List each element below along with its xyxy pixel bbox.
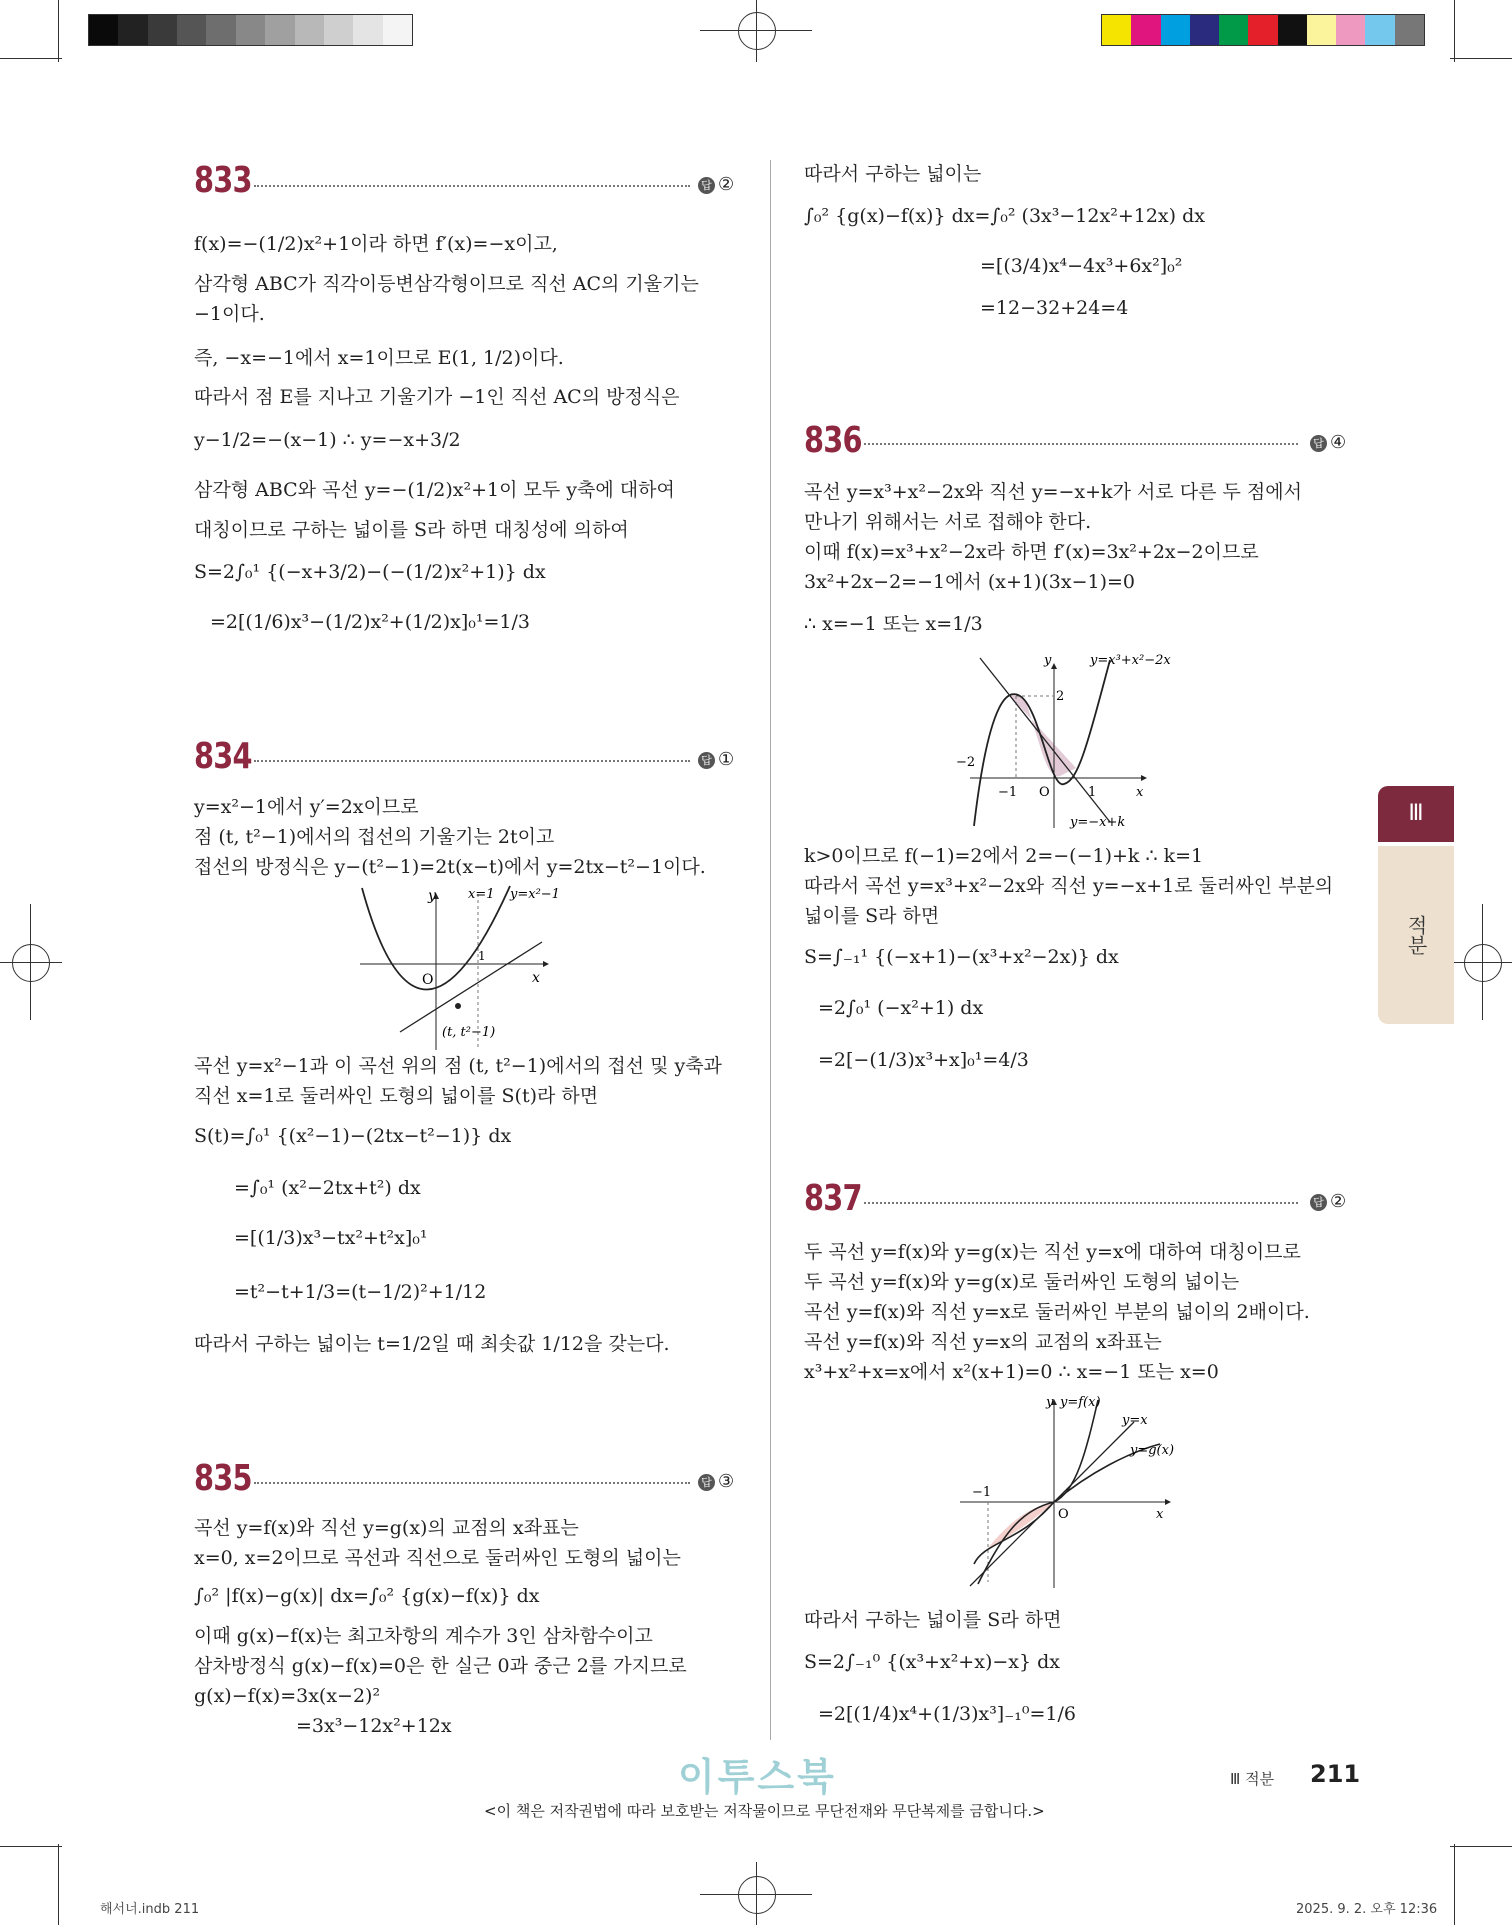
origin-label: O <box>422 972 434 988</box>
solution-line: =2[−(1/3)x³+x]₀¹=4/3 <box>818 1049 1029 1071</box>
solution-line: 즉, −x=−1에서 x=1이므로 E(1, 1/2)이다. <box>194 347 564 369</box>
solution-line: 대칭이므로 구하는 넓이를 S라 하면 대칭성에 의하여 <box>194 519 629 541</box>
answer-badge: 답 ② <box>1310 1191 1346 1212</box>
solution-line: S=∫₋₁¹ {(−x+1)−(x³+x²−2x)} dx <box>804 946 1119 968</box>
solution-line: 따라서 구하는 넓이를 S라 하면 <box>804 1609 1062 1631</box>
curve-label: y=f(x) <box>1060 1395 1101 1410</box>
curve-label: y=x²−1 <box>510 887 560 902</box>
axis-label-x: x <box>1136 785 1144 800</box>
curve-label: y=x³+x²−2x <box>1090 653 1171 668</box>
solution-line: 삼차방정식 g(x)−f(x)=0은 한 실근 0과 중근 2를 가지므로 <box>194 1655 687 1677</box>
graph-837 <box>950 1392 1190 1592</box>
solution-line: =3x³−12x²+12x <box>296 1715 452 1737</box>
solution-line: y=x²−1에서 y′=2x이므로 <box>194 796 419 818</box>
curve-label: y=g(x) <box>1130 1443 1175 1458</box>
axis-label-y: y <box>1044 653 1052 668</box>
solution-line: =2[(1/4)x⁴+(1/3)x³]₋₁⁰=1/6 <box>818 1703 1076 1725</box>
solution-line: =2∫₀¹ (−x²+1) dx <box>818 997 984 1019</box>
solution-line: 3x²+2x−2=−1에서 (x+1)(3x−1)=0 <box>804 571 1136 593</box>
solution-line: 만나기 위해서는 서로 접해야 한다. <box>804 511 1092 533</box>
solution-line: 곡선 y=x²−1과 이 곡선 위의 점 (t, t²−1)에서의 접선 및 y축과 <box>194 1055 722 1077</box>
solution-line: y−1/2=−(x−1) ∴ y=−x+3/2 <box>194 429 461 451</box>
dotted-leader <box>864 443 1298 445</box>
solution-line: 곡선 y=f(x)와 직선 y=x의 교점의 x좌표는 <box>804 1331 1162 1353</box>
chapter-tab-label: 적분 <box>1378 846 1454 1024</box>
solution-line: S=2∫₋₁⁰ {(x³+x²+x)−x} dx <box>804 1651 1060 1673</box>
chapter-tab-roman: Ⅲ <box>1378 786 1454 842</box>
problem-number: 834 <box>194 736 252 777</box>
solution-line: 두 곡선 y=f(x)와 y=g(x)는 직선 y=x에 대하여 대칭이므로 <box>804 1241 1301 1263</box>
solution-line: 점 (t, t²−1)에서의 접선의 기울기는 2t이고 <box>194 826 555 848</box>
solution-line: ∫₀² {g(x)−f(x)} dx=∫₀² (3x³−12x²+12x) dx <box>804 205 1205 227</box>
solution-line: 삼각형 ABC와 곡선 y=−(1/2)x²+1이 모두 y축에 대하여 <box>194 479 675 501</box>
tick-label: −1 <box>998 785 1018 800</box>
line-label: x=1 <box>468 887 495 902</box>
axis-label-x: x <box>532 970 540 986</box>
solution-line: g(x)−f(x)=3x(x−2)² <box>194 1685 381 1707</box>
axis-label-x: x <box>1156 1507 1164 1522</box>
answer-badge: 답 ③ <box>698 1471 734 1492</box>
page-section: Ⅲ 적분 <box>1230 1770 1275 1788</box>
point-label: (t, t²−1) <box>442 1025 496 1040</box>
print-timestamp: 2025. 9. 2. 오후 12:36 <box>1296 1902 1438 1917</box>
solution-line: 곡선 y=f(x)와 직선 y=x로 둘러싸인 부분의 넓이의 2배이다. <box>804 1301 1310 1323</box>
line-label: y=x <box>1122 1413 1148 1428</box>
origin-label: O <box>1058 1507 1069 1522</box>
solution-line: 직선 x=1로 둘러싸인 도형의 넓이를 S(t)라 하면 <box>194 1085 599 1107</box>
solution-line: =2[(1/6)x³−(1/2)x²+(1/2)x]₀¹=1/3 <box>210 611 530 633</box>
file-slug: 해서너.indb 211 <box>100 1902 200 1917</box>
solution-line: =t²−t+1/3=(t−1/2)²+1/12 <box>234 1281 487 1303</box>
answer-badge: 답 ② <box>698 174 734 195</box>
axis-label-y: y <box>1046 1395 1054 1410</box>
solution-line: ∴ x=−1 또는 x=1/3 <box>804 613 983 635</box>
color-bar <box>1101 14 1425 46</box>
solution-line: S=2∫₀¹ {(−x+3/2)−(−(1/2)x²+1)} dx <box>194 561 546 583</box>
origin-label: O <box>1039 785 1050 800</box>
solution-line: =12−32+24=4 <box>980 297 1129 319</box>
column-divider <box>770 160 771 1740</box>
solution-line: S(t)=∫₀¹ {(x²−1)−(2tx−t²−1)} dx <box>194 1125 512 1147</box>
solution-line: ∫₀² |f(x)−g(x)| dx=∫₀² {g(x)−f(x)} dx <box>194 1585 540 1607</box>
dotted-leader <box>254 760 690 762</box>
line-label: y=−x+k <box>1070 815 1126 830</box>
solution-line: 따라서 곡선 y=x³+x²−2x와 직선 y=−x+1로 둘러싸인 부분의 <box>804 875 1334 897</box>
tick-label: −1 <box>972 1485 992 1500</box>
solution-line: 두 곡선 y=f(x)와 y=g(x)로 둘러싸인 도형의 넓이는 <box>804 1271 1240 1293</box>
graph-836 <box>950 650 1210 830</box>
solution-line: 따라서 구하는 넓이는 <box>804 163 982 185</box>
tick-label: 1 <box>478 949 486 963</box>
solution-line: 곡선 y=x³+x²−2x와 직선 y=−x+k가 서로 다른 두 점에서 <box>804 481 1302 503</box>
page-number: 211 <box>1310 1760 1361 1788</box>
solution-line: −1이다. <box>194 303 265 325</box>
logo: 이투스북 <box>678 1755 837 1799</box>
solution-line: 접선의 방정식은 y−(t²−1)=2t(x−t)에서 y=2tx−t²−1이다. <box>194 856 706 878</box>
dotted-leader <box>254 185 690 187</box>
dotted-leader <box>864 1202 1298 1204</box>
problem-number: 833 <box>194 160 252 201</box>
solution-line: f(x)=−(1/2)x²+1이라 하면 f′(x)=−x이고, <box>194 233 558 255</box>
tick-label: 1 <box>1088 785 1097 800</box>
solution-line: 이때 g(x)−f(x)는 최고차항의 계수가 3인 삼차함수이고 <box>194 1625 653 1647</box>
solution-line: x³+x²+x=x에서 x²(x+1)=0 ∴ x=−1 또는 x=0 <box>804 1361 1219 1383</box>
solution-line: 넓이를 S라 하면 <box>804 905 940 927</box>
solution-line: 따라서 구하는 넓이는 t=1/2일 때 최솟값 1/12을 갖는다. <box>194 1333 670 1355</box>
problem-number: 837 <box>804 1178 862 1219</box>
solution-line: 이때 f(x)=x³+x²−2x라 하면 f′(x)=3x²+2x−2이므로 <box>804 541 1259 563</box>
answer-badge: 답 ④ <box>1310 432 1346 453</box>
solution-line: =∫₀¹ (x²−2tx+t²) dx <box>234 1177 421 1199</box>
solution-line: k>0이므로 f(−1)=2에서 2=−(−1)+k ∴ k=1 <box>804 845 1204 867</box>
dotted-leader <box>254 1482 690 1484</box>
answer-badge: 답 ① <box>698 749 734 770</box>
tick-label: 2 <box>1056 689 1065 704</box>
grayscale-bar <box>88 14 413 46</box>
solution-line: =[(1/3)x³−tx²+t²x]₀¹ <box>234 1227 428 1249</box>
tick-label: −2 <box>956 755 976 770</box>
problem-number: 836 <box>804 420 862 461</box>
solution-line: =[(3/4)x⁴−4x³+6x²]₀² <box>980 255 1183 277</box>
axis-label-y: y <box>428 888 436 904</box>
copyright-notice: <이 책은 저작권법에 따라 보호받는 저작물이므로 무단전재와 무단복제를 금합니다.> <box>484 1802 1045 1820</box>
solution-line: 삼각형 ABC가 직각이등변삼각형이므로 직선 AC의 기울기는 <box>194 273 699 295</box>
graph-834 <box>350 882 570 1052</box>
problem-number: 835 <box>194 1458 252 1499</box>
solution-line: 곡선 y=f(x)와 직선 y=g(x)의 교점의 x좌표는 <box>194 1517 579 1539</box>
solution-line: x=0, x=2이므로 곡선과 직선으로 둘러싸인 도형의 넓이는 <box>194 1547 681 1569</box>
solution-line: 따라서 점 E를 지나고 기울기가 −1인 직선 AC의 방정식은 <box>194 386 680 408</box>
